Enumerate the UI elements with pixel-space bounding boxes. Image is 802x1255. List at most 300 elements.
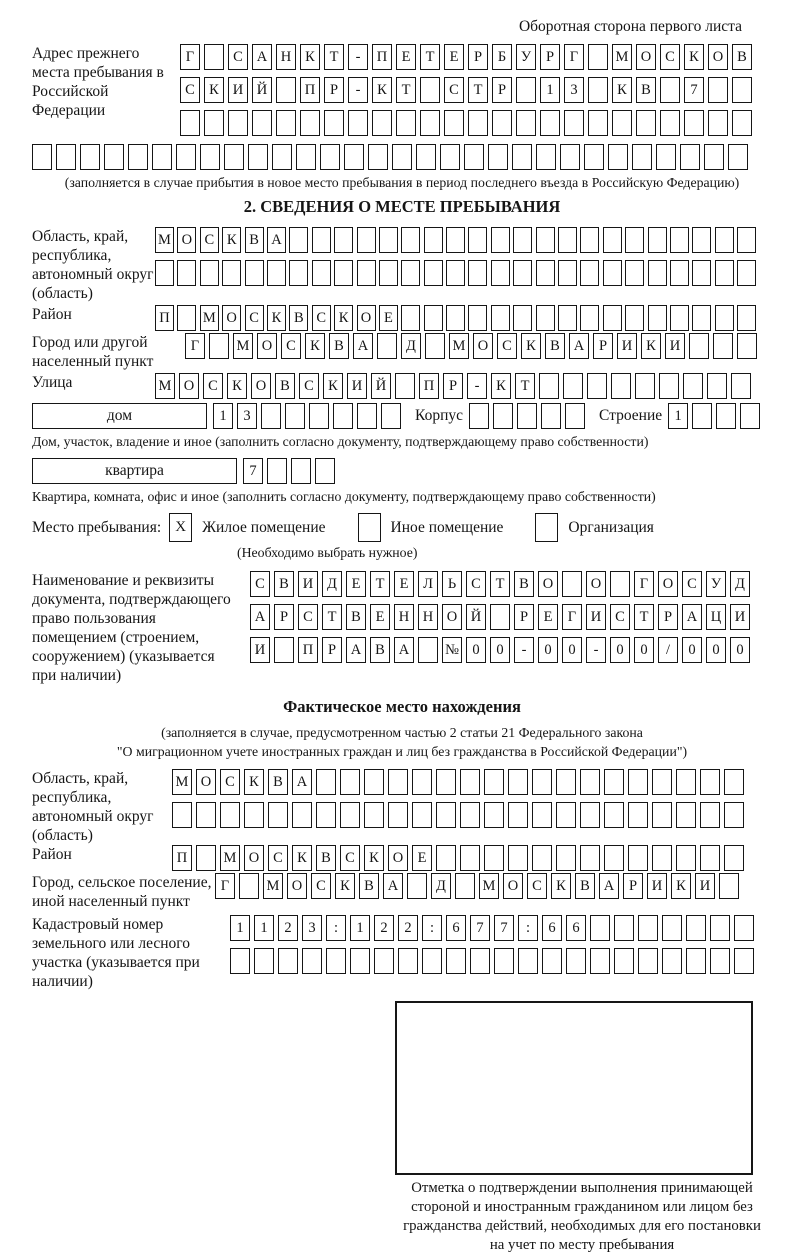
char-cell[interactable] xyxy=(737,260,756,286)
char-cell[interactable]: К xyxy=(684,44,704,70)
char-cell[interactable] xyxy=(628,769,648,795)
char-cell[interactable] xyxy=(704,144,724,170)
char-cell[interactable] xyxy=(632,144,652,170)
char-cell[interactable] xyxy=(180,110,200,136)
char-cell[interactable] xyxy=(204,44,224,70)
char-cell[interactable]: Д xyxy=(431,873,451,899)
char-cell[interactable] xyxy=(460,802,480,828)
char-cell[interactable]: М xyxy=(200,305,219,331)
char-cell[interactable]: К xyxy=(641,333,661,359)
char-cell[interactable]: 0 xyxy=(610,637,630,663)
char-cell[interactable] xyxy=(468,110,488,136)
char-cell[interactable] xyxy=(340,802,360,828)
char-cell[interactable]: Ь xyxy=(442,571,462,597)
char-cell[interactable] xyxy=(267,458,287,484)
char-cell[interactable]: Н xyxy=(276,44,296,70)
char-cell[interactable]: М xyxy=(479,873,499,899)
char-cell[interactable]: М xyxy=(155,373,175,399)
char-cell[interactable] xyxy=(128,144,148,170)
char-cell[interactable]: - xyxy=(348,44,368,70)
char-cell[interactable] xyxy=(368,144,388,170)
char-cell[interactable] xyxy=(320,144,340,170)
char-cell[interactable]: И xyxy=(665,333,685,359)
char-cell[interactable] xyxy=(440,144,460,170)
char-cell[interactable]: О xyxy=(251,373,271,399)
char-cell[interactable] xyxy=(541,403,561,429)
char-cell[interactable]: И xyxy=(586,604,606,630)
char-cell[interactable] xyxy=(584,144,604,170)
char-cell[interactable] xyxy=(532,769,552,795)
char-cell[interactable]: В xyxy=(545,333,565,359)
char-cell[interactable] xyxy=(274,637,294,663)
char-cell[interactable] xyxy=(200,260,219,286)
char-cell[interactable] xyxy=(715,227,734,253)
char-cell[interactable]: М xyxy=(612,44,632,70)
char-cell[interactable]: Р xyxy=(593,333,613,359)
char-cell[interactable] xyxy=(580,305,599,331)
char-cell[interactable]: С xyxy=(527,873,547,899)
char-cell[interactable] xyxy=(536,144,556,170)
char-cell[interactable] xyxy=(357,260,376,286)
char-cell[interactable]: К xyxy=(300,44,320,70)
char-cell[interactable] xyxy=(333,403,353,429)
char-cell[interactable] xyxy=(670,227,689,253)
char-cell[interactable]: 0 xyxy=(490,637,510,663)
char-cell[interactable]: Р xyxy=(540,44,560,70)
char-cell[interactable] xyxy=(424,305,443,331)
char-cell[interactable]: И xyxy=(730,604,750,630)
char-cell[interactable] xyxy=(488,144,508,170)
char-cell[interactable]: С xyxy=(660,44,680,70)
char-cell[interactable] xyxy=(558,227,577,253)
char-cell[interactable]: Е xyxy=(444,44,464,70)
char-cell[interactable] xyxy=(420,77,440,103)
char-cell[interactable]: И xyxy=(647,873,667,899)
char-cell[interactable] xyxy=(278,948,298,974)
char-cell[interactable]: Е xyxy=(346,571,366,597)
char-cell[interactable]: Н xyxy=(418,604,438,630)
char-cell[interactable] xyxy=(204,110,224,136)
char-cell[interactable]: 3 xyxy=(302,915,322,941)
char-cell[interactable] xyxy=(731,373,751,399)
char-cell[interactable] xyxy=(636,110,656,136)
char-cell[interactable] xyxy=(348,110,368,136)
char-cell[interactable]: Д xyxy=(322,571,342,597)
char-cell[interactable]: С xyxy=(682,571,702,597)
char-cell[interactable]: М xyxy=(155,227,174,253)
char-cell[interactable] xyxy=(680,144,700,170)
char-cell[interactable] xyxy=(155,260,174,286)
char-cell[interactable] xyxy=(611,373,631,399)
char-cell[interactable]: К xyxy=(521,333,541,359)
char-cell[interactable] xyxy=(334,227,353,253)
char-cell[interactable]: Р xyxy=(514,604,534,630)
char-cell[interactable] xyxy=(692,305,711,331)
char-cell[interactable]: Т xyxy=(370,571,390,597)
char-cell[interactable] xyxy=(587,373,607,399)
char-cell[interactable] xyxy=(455,873,475,899)
char-cell[interactable]: С xyxy=(268,845,288,871)
char-cell[interactable] xyxy=(692,403,712,429)
char-cell[interactable] xyxy=(556,769,576,795)
char-cell[interactable]: М xyxy=(220,845,240,871)
char-cell[interactable]: 2 xyxy=(278,915,298,941)
char-cell[interactable]: А xyxy=(292,769,312,795)
char-cell[interactable] xyxy=(446,260,465,286)
char-cell[interactable] xyxy=(737,305,756,331)
char-cell[interactable] xyxy=(608,144,628,170)
char-cell[interactable]: С xyxy=(298,604,318,630)
char-cell[interactable] xyxy=(625,260,644,286)
char-cell[interactable] xyxy=(372,110,392,136)
char-cell[interactable] xyxy=(518,948,538,974)
char-cell[interactable] xyxy=(418,637,438,663)
char-cell[interactable] xyxy=(315,458,335,484)
char-cell[interactable] xyxy=(172,802,192,828)
char-cell[interactable]: О xyxy=(658,571,678,597)
char-cell[interactable] xyxy=(614,915,634,941)
char-cell[interactable] xyxy=(603,305,622,331)
char-cell[interactable]: П xyxy=(419,373,439,399)
char-cell[interactable] xyxy=(177,260,196,286)
char-cell[interactable] xyxy=(244,802,264,828)
char-cell[interactable] xyxy=(388,769,408,795)
char-cell[interactable] xyxy=(252,110,272,136)
char-cell[interactable]: 0 xyxy=(562,637,582,663)
char-cell[interactable]: О xyxy=(196,769,216,795)
char-cell[interactable]: 2 xyxy=(374,915,394,941)
char-cell[interactable] xyxy=(401,227,420,253)
char-cell[interactable]: Н xyxy=(394,604,414,630)
char-cell[interactable] xyxy=(590,948,610,974)
char-cell[interactable] xyxy=(436,802,456,828)
char-cell[interactable]: С xyxy=(610,604,630,630)
char-cell[interactable] xyxy=(638,948,658,974)
char-cell[interactable] xyxy=(562,571,582,597)
char-cell[interactable] xyxy=(268,802,288,828)
char-cell[interactable] xyxy=(491,305,510,331)
char-cell[interactable] xyxy=(648,305,667,331)
char-cell[interactable] xyxy=(728,144,748,170)
char-cell[interactable] xyxy=(508,845,528,871)
char-cell[interactable]: О xyxy=(442,604,462,630)
char-cell[interactable] xyxy=(517,403,537,429)
char-cell[interactable] xyxy=(536,260,555,286)
char-cell[interactable] xyxy=(224,144,244,170)
char-cell[interactable]: : xyxy=(518,915,538,941)
char-cell[interactable]: В xyxy=(316,845,336,871)
char-cell[interactable] xyxy=(276,77,296,103)
char-cell[interactable]: - xyxy=(348,77,368,103)
char-cell[interactable]: Е xyxy=(412,845,432,871)
char-cell[interactable] xyxy=(710,915,730,941)
char-cell[interactable]: 7 xyxy=(470,915,490,941)
char-cell[interactable]: В xyxy=(329,333,349,359)
char-cell[interactable] xyxy=(464,144,484,170)
char-cell[interactable]: М xyxy=(263,873,283,899)
char-cell[interactable]: Г xyxy=(564,44,584,70)
char-cell[interactable] xyxy=(357,403,377,429)
char-cell[interactable]: О xyxy=(177,227,196,253)
char-cell[interactable] xyxy=(176,144,196,170)
char-cell[interactable]: Е xyxy=(396,44,416,70)
char-cell[interactable] xyxy=(588,110,608,136)
checkbox-organizatsiya[interactable] xyxy=(535,513,558,542)
char-cell[interactable]: В xyxy=(268,769,288,795)
char-cell[interactable]: Т xyxy=(324,44,344,70)
char-cell[interactable] xyxy=(604,845,624,871)
char-cell[interactable]: П xyxy=(372,44,392,70)
char-cell[interactable]: В xyxy=(732,44,752,70)
char-cell[interactable]: О xyxy=(357,305,376,331)
char-cell[interactable] xyxy=(436,769,456,795)
char-cell[interactable]: Й xyxy=(252,77,272,103)
char-cell[interactable] xyxy=(676,802,696,828)
char-cell[interactable] xyxy=(603,260,622,286)
char-cell[interactable]: Р xyxy=(658,604,678,630)
char-cell[interactable] xyxy=(684,110,704,136)
char-cell[interactable] xyxy=(468,227,487,253)
char-cell[interactable] xyxy=(484,769,504,795)
char-cell[interactable]: В xyxy=(514,571,534,597)
char-cell[interactable]: 7 xyxy=(494,915,514,941)
char-cell[interactable] xyxy=(558,305,577,331)
char-cell[interactable] xyxy=(516,77,536,103)
char-cell[interactable]: Г xyxy=(185,333,205,359)
char-cell[interactable]: К xyxy=(222,227,241,253)
char-cell[interactable]: И xyxy=(617,333,637,359)
char-cell[interactable] xyxy=(364,802,384,828)
char-cell[interactable] xyxy=(625,305,644,331)
char-cell[interactable]: Т xyxy=(634,604,654,630)
char-cell[interactable] xyxy=(652,802,672,828)
char-cell[interactable] xyxy=(267,260,286,286)
char-cell[interactable] xyxy=(700,845,720,871)
char-cell[interactable] xyxy=(565,403,585,429)
char-cell[interactable]: Р xyxy=(443,373,463,399)
char-cell[interactable] xyxy=(484,802,504,828)
char-cell[interactable]: К xyxy=(267,305,286,331)
char-cell[interactable]: К xyxy=(227,373,247,399)
char-cell[interactable] xyxy=(420,110,440,136)
char-cell[interactable] xyxy=(340,769,360,795)
char-cell[interactable]: Т xyxy=(515,373,535,399)
char-cell[interactable] xyxy=(460,769,480,795)
char-cell[interactable]: - xyxy=(514,637,534,663)
char-cell[interactable] xyxy=(490,604,510,630)
char-cell[interactable] xyxy=(344,144,364,170)
char-cell[interactable]: Д xyxy=(730,571,750,597)
char-cell[interactable]: К xyxy=(491,373,511,399)
char-cell[interactable] xyxy=(670,305,689,331)
char-cell[interactable] xyxy=(446,948,466,974)
char-cell[interactable] xyxy=(614,948,634,974)
char-cell[interactable]: В xyxy=(274,571,294,597)
char-cell[interactable]: О xyxy=(222,305,241,331)
char-cell[interactable]: № xyxy=(442,637,462,663)
char-cell[interactable] xyxy=(302,948,322,974)
char-cell[interactable] xyxy=(291,458,311,484)
char-cell[interactable]: Р xyxy=(623,873,643,899)
char-cell[interactable] xyxy=(460,845,480,871)
char-cell[interactable]: А xyxy=(353,333,373,359)
char-cell[interactable]: О xyxy=(503,873,523,899)
char-cell[interactable]: А xyxy=(599,873,619,899)
char-cell[interactable]: 0 xyxy=(634,637,654,663)
char-cell[interactable] xyxy=(580,227,599,253)
char-cell[interactable] xyxy=(412,802,432,828)
char-cell[interactable] xyxy=(261,403,281,429)
char-cell[interactable]: М xyxy=(172,769,192,795)
char-cell[interactable] xyxy=(692,227,711,253)
char-cell[interactable]: В xyxy=(636,77,656,103)
char-cell[interactable] xyxy=(316,802,336,828)
char-cell[interactable]: А xyxy=(250,604,270,630)
char-cell[interactable] xyxy=(289,260,308,286)
char-cell[interactable]: И xyxy=(695,873,715,899)
char-cell[interactable]: 7 xyxy=(243,458,263,484)
char-cell[interactable] xyxy=(715,260,734,286)
char-cell[interactable] xyxy=(560,144,580,170)
char-cell[interactable]: И xyxy=(298,571,318,597)
char-cell[interactable]: - xyxy=(586,637,606,663)
char-cell[interactable] xyxy=(734,915,754,941)
char-cell[interactable] xyxy=(580,802,600,828)
char-cell[interactable]: О xyxy=(586,571,606,597)
char-cell[interactable] xyxy=(513,227,532,253)
char-cell[interactable]: К xyxy=(335,873,355,899)
char-cell[interactable]: А xyxy=(383,873,403,899)
char-cell[interactable]: П xyxy=(300,77,320,103)
char-cell[interactable]: С xyxy=(497,333,517,359)
char-cell[interactable] xyxy=(686,948,706,974)
char-cell[interactable] xyxy=(676,845,696,871)
char-cell[interactable] xyxy=(556,802,576,828)
char-cell[interactable] xyxy=(200,144,220,170)
char-cell[interactable] xyxy=(532,802,552,828)
char-cell[interactable] xyxy=(424,227,443,253)
char-cell[interactable] xyxy=(536,305,555,331)
char-cell[interactable]: К xyxy=(671,873,691,899)
char-cell[interactable]: К xyxy=(292,845,312,871)
char-cell[interactable] xyxy=(470,948,490,974)
char-cell[interactable] xyxy=(285,403,305,429)
char-cell[interactable] xyxy=(686,915,706,941)
char-cell[interactable] xyxy=(152,144,172,170)
char-cell[interactable] xyxy=(209,333,229,359)
char-cell[interactable]: Г xyxy=(180,44,200,70)
char-cell[interactable] xyxy=(659,373,679,399)
char-cell[interactable] xyxy=(444,110,464,136)
char-cell[interactable]: В xyxy=(370,637,390,663)
char-cell[interactable] xyxy=(468,260,487,286)
char-cell[interactable] xyxy=(540,110,560,136)
char-cell[interactable] xyxy=(564,110,584,136)
char-cell[interactable] xyxy=(446,305,465,331)
char-cell[interactable] xyxy=(588,77,608,103)
char-cell[interactable] xyxy=(628,802,648,828)
char-cell[interactable]: К xyxy=(551,873,571,899)
char-cell[interactable]: Г xyxy=(215,873,235,899)
char-cell[interactable]: Е xyxy=(379,305,398,331)
char-cell[interactable] xyxy=(80,144,100,170)
char-cell[interactable]: : xyxy=(326,915,346,941)
char-cell[interactable] xyxy=(740,403,760,429)
char-cell[interactable] xyxy=(689,333,709,359)
char-cell[interactable] xyxy=(292,802,312,828)
char-cell[interactable] xyxy=(245,260,264,286)
checkbox-inoe[interactable] xyxy=(358,513,381,542)
char-cell[interactable]: 1 xyxy=(213,403,233,429)
char-cell[interactable] xyxy=(364,769,384,795)
char-cell[interactable]: О xyxy=(708,44,728,70)
char-cell[interactable] xyxy=(220,802,240,828)
char-cell[interactable] xyxy=(32,144,52,170)
char-cell[interactable] xyxy=(508,769,528,795)
char-cell[interactable] xyxy=(468,305,487,331)
char-cell[interactable]: 1 xyxy=(254,915,274,941)
char-cell[interactable] xyxy=(724,802,744,828)
char-cell[interactable] xyxy=(300,110,320,136)
char-cell[interactable]: К xyxy=(323,373,343,399)
char-cell[interactable] xyxy=(662,915,682,941)
char-cell[interactable] xyxy=(196,802,216,828)
char-cell[interactable]: О xyxy=(388,845,408,871)
char-cell[interactable]: П xyxy=(155,305,174,331)
char-cell[interactable] xyxy=(652,769,672,795)
char-cell[interactable] xyxy=(604,802,624,828)
char-cell[interactable] xyxy=(580,845,600,871)
char-cell[interactable]: Е xyxy=(370,604,390,630)
char-cell[interactable] xyxy=(513,260,532,286)
char-cell[interactable] xyxy=(436,845,456,871)
char-cell[interactable]: К xyxy=(372,77,392,103)
char-cell[interactable]: С xyxy=(220,769,240,795)
char-cell[interactable] xyxy=(716,403,736,429)
char-cell[interactable] xyxy=(513,305,532,331)
char-cell[interactable] xyxy=(556,845,576,871)
char-cell[interactable]: С xyxy=(281,333,301,359)
char-cell[interactable]: Р xyxy=(492,77,512,103)
char-cell[interactable]: М xyxy=(449,333,469,359)
char-cell[interactable] xyxy=(492,110,512,136)
char-cell[interactable]: О xyxy=(257,333,277,359)
char-cell[interactable]: К xyxy=(305,333,325,359)
char-cell[interactable] xyxy=(715,305,734,331)
char-cell[interactable] xyxy=(610,571,630,597)
char-cell[interactable]: 1 xyxy=(668,403,688,429)
char-cell[interactable] xyxy=(676,769,696,795)
char-cell[interactable]: 0 xyxy=(706,637,726,663)
char-cell[interactable] xyxy=(416,144,436,170)
char-cell[interactable]: Р xyxy=(468,44,488,70)
char-cell[interactable]: 0 xyxy=(682,637,702,663)
char-cell[interactable]: Г xyxy=(634,571,654,597)
char-cell[interactable]: Ц xyxy=(706,604,726,630)
char-cell[interactable]: К xyxy=(612,77,632,103)
char-cell[interactable]: А xyxy=(346,637,366,663)
char-cell[interactable]: В xyxy=(575,873,595,899)
char-cell[interactable]: В xyxy=(359,873,379,899)
char-cell[interactable] xyxy=(604,769,624,795)
char-cell[interactable] xyxy=(539,373,559,399)
char-cell[interactable] xyxy=(625,227,644,253)
char-cell[interactable] xyxy=(401,305,420,331)
char-cell[interactable] xyxy=(558,260,577,286)
char-cell[interactable] xyxy=(635,373,655,399)
char-cell[interactable] xyxy=(491,227,510,253)
char-cell[interactable]: Б xyxy=(492,44,512,70)
